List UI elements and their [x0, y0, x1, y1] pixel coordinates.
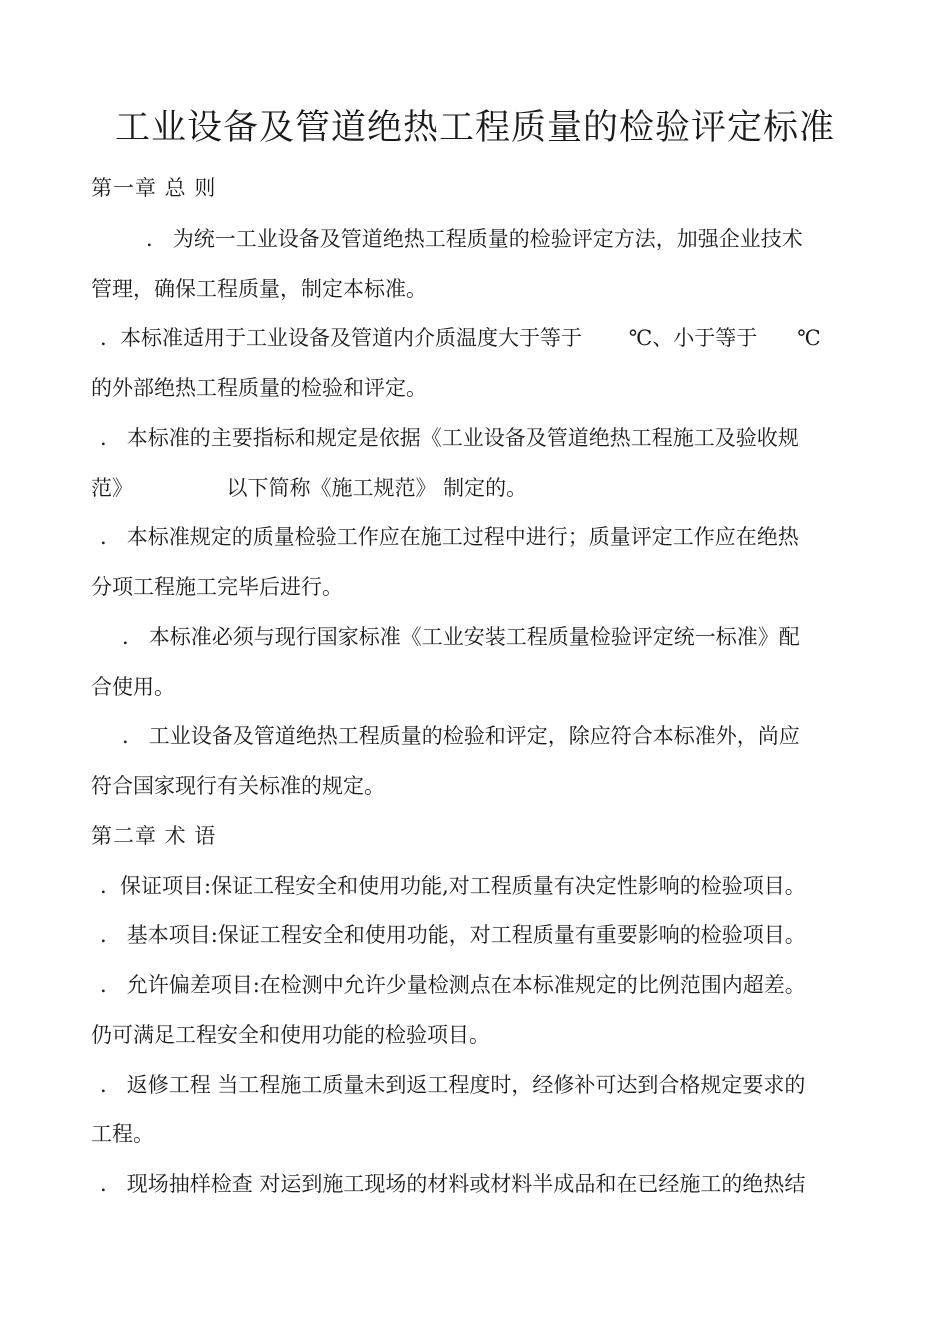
term-3-line-2: 仍可满足工程安全和使用功能的检验项目。 [91, 1023, 490, 1047]
chapter-1-paragraph-2-line-1: . 本标准适用于工业设备及管道内介质温度大于等于 ℃、小于等于 ℃ [100, 326, 821, 350]
chapter-1-paragraph-4-line-2: 分项工程施工完毕后进行。 [91, 575, 343, 599]
chapter-2-heading: 第二章 术 语 [91, 824, 217, 848]
term-4-line-1: . 返修工程 当工程施工质量未到返工程度时，经修补可达到合格规定要求的 [100, 1073, 806, 1097]
chapter-1-paragraph-6-line-2: 符合国家现行有关标准的规定。 [91, 774, 385, 798]
chapter-1-paragraph-1-line-1: . 为统一工业设备及管道绝热工程质量的检验评定方法，加强企业技术 [146, 227, 803, 251]
chapter-1-heading: 第一章 总 则 [91, 176, 217, 200]
term-1-line-1: . 保证项目:保证工程安全和使用功能,对工程质量有决定性影响的检验项目。 [100, 874, 806, 898]
document-title: 工业设备及管道绝热工程质量的检验评定标准 [114, 108, 835, 148]
chapter-1-paragraph-3-line-2: 范》 以下简称《施工规范》 制定的。 [91, 476, 528, 500]
chapter-1-paragraph-1-line-2: 管理，确保工程质量，制定本标准。 [91, 277, 427, 301]
chapter-1-paragraph-5-line-2: 合使用。 [91, 675, 175, 699]
chapter-1-paragraph-3-line-1: . 本标准的主要指标和规定是依据《工业设备及管道绝热工程施工及验收规 [100, 426, 799, 450]
term-5-line-1: . 现场抽样检查 对运到施工现场的材料或材料半成品和在已经施工的绝热结 [100, 1172, 806, 1196]
term-3-line-1: . 允许偏差项目:在检测中允许少量检测点在本标准规定的比例范围内超差。 [100, 973, 806, 997]
chapter-1-paragraph-5-line-1: . 本标准必须与现行国家标准《工业安装工程质量检验评定统一标准》配 [122, 625, 800, 649]
term-2-line-1: . 基本项目:保证工程安全和使用功能，对工程质量有重要影响的检验项目。 [100, 923, 806, 947]
chapter-1-paragraph-6-line-1: . 工业设备及管道绝热工程质量的检验和评定，除应符合本标准外，尚应 [122, 724, 800, 748]
term-4-line-2: 工程。 [91, 1122, 154, 1146]
chapter-1-paragraph-4-line-1: . 本标准规定的质量检验工作应在施工过程中进行；质量评定工作应在绝热 [100, 525, 799, 549]
chapter-1-paragraph-2-line-2: 的外部绝热工程质量的检验和评定。 [91, 376, 427, 400]
